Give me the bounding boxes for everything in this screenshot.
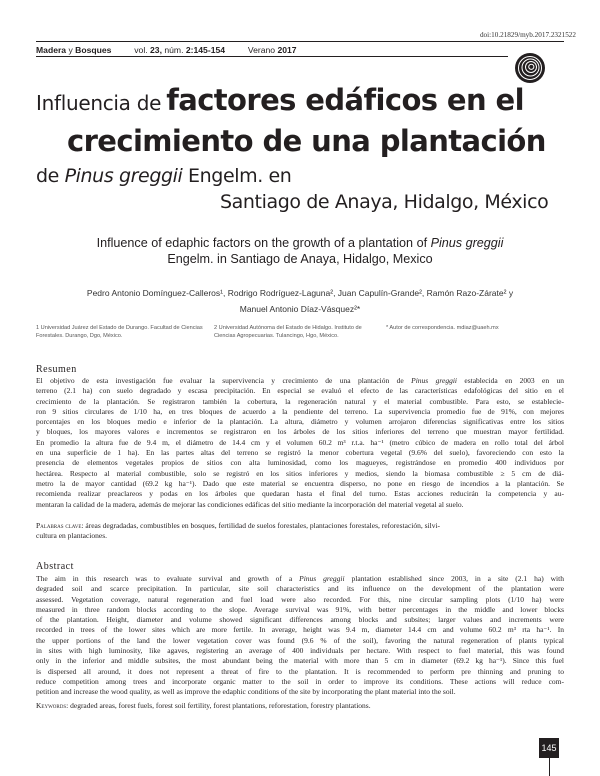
resumen-line: hectárea. Respecto al material combustible, solo se registró en los sitios inferiores y medios, siendo la biomasa combustible ≥ 5 cm de diá- [36, 468, 564, 478]
resumen-keywords-text: áreas degradadas, combustibles en bosques, fertilidad de suelos forestales, plantaciones forestales, reforestación, silvi- [83, 521, 441, 530]
resumen-line: metro la de mayor cantidad (69.2 kg ha⁻¹). Dado que este material se encuentra disperso, no pone en riesgo de incendios a la plantación. Se [36, 478, 564, 488]
vol-label: vol. [134, 45, 148, 55]
abstract-line: assessed. Vegetation coverage, natural regeneration and fuel load were also recorded. For this, nine circular sampling plots (1/10 ha) were [36, 594, 564, 604]
abstract-keywords-text: degraded areas, forest fuels, forest soil fertility, forest plantations, reforestation, forestry plantations. [68, 701, 371, 710]
resumen-line: ron 9 sitios circulares de 1/10 ha, en tres bloques de acuerdo a la pendiente del terreno. La supervivencia promedio fue de 91%, con mejores [36, 406, 564, 416]
resumen-body [36, 376, 564, 510]
resumen-line: En promedio la altura fue de 9.4 m, el diámetro de 14.4 cm y el volumen 60.2 m³ r.t.a. ha⁻¹ (metro cúbico de madera en rollo total del árbol [36, 437, 564, 447]
title-line-1 [36, 83, 524, 117]
header-rule-top [36, 41, 564, 42]
year: 2017 [277, 45, 297, 55]
abstract-line: in sites with high luminosity, like agaves, registering an average of 400 individuals per hectare. With respect to fuel material, this was found [36, 646, 564, 656]
abstract-line: degraded soil and scarce precipitation. In particular, site soil characteristics and its influence on the development of the plantation were [36, 584, 564, 594]
resumen-line: porcentajes en los bloques medio e inferior de la plantación. La altura, diámetro y volumen arrojaron diferencias significativas entre los sitios [36, 417, 564, 427]
abstract-line: The aim in this research was to evaluate survival and growth of a Pinus greggii plantation established since 2003, in a site (2.1 ha) with [36, 574, 564, 583]
english-title-pre: Influence of edaphic factors on the growth of a plantation of [96, 236, 431, 250]
vol-number: 23, [150, 45, 162, 55]
header-rule-bottom [36, 56, 508, 57]
affiliation-2: 2 Universidad Autónoma del Estado de Hidalgo. Instituto de Ciencias Agropecuarias. Tulancingo, Hgo, México. [214, 325, 362, 339]
issue-pages: 2:145-154 [185, 45, 226, 55]
abstract-line: is dispersed all around, it does not represent a threat of fire to the plantation. It is recommended to perform pre thinning and pruning to [36, 666, 564, 676]
num-label: núm. [164, 45, 184, 55]
title-line-3-species: Pinus greggii [64, 165, 183, 187]
journal-name-a: Madera [36, 45, 67, 55]
journal-name-b: y [68, 45, 73, 55]
title-line-2: crecimiento de una plantación [67, 124, 546, 158]
abstract-keywords [36, 701, 564, 711]
resumen-line: crecimiento de la plantación. Se registraron también la cobertura, la regeneración natural y el material combustible. Para esto, se establecie- [36, 396, 564, 406]
english-title-species: Pinus greggii [430, 236, 504, 250]
resumen-keywords [36, 521, 564, 542]
abstract-body [36, 574, 564, 698]
abstract-line: reduce competition among trees and incorporate organic matter to the soil in order to improve its conditions. These actions will reduce com- [36, 676, 564, 686]
page-number-bar [549, 758, 550, 776]
abstract-line: measured in three random blocks according to the slope. Average survival was 91%, with better percentages in the middle and lower blocks [36, 604, 564, 614]
abstract-keywords-label: Keywords: [36, 701, 69, 710]
page-number: 145 [539, 738, 559, 758]
abstract-line: only in the inferior and middle subsites, the most abundant being the material with more than 5 cm in diameter (69.2 kg ha⁻¹). Since this fuel [36, 656, 564, 666]
title-line-3-post: Engelm. en [182, 165, 292, 187]
doi: doi:10.21829/myb.2017.2321522 [479, 31, 576, 39]
affiliation-1: 1 Universidad Juárez del Estado de Durango. Facultad de Ciencias Forestales. Durango, Dgo, México. [36, 325, 203, 339]
title-line-3-pre: de [36, 165, 65, 187]
fingerprint-rings-logo-icon [514, 52, 546, 84]
abstract-heading: Abstract [36, 561, 74, 572]
title-line-1-large: factores edáficos en el [166, 83, 524, 117]
resumen-heading: Resumen [36, 364, 77, 375]
abstract-line: petition and increase the wood quality, as well as improve the edaphic conditions of the site by incorporating the plant material into the soil. [36, 687, 456, 697]
journal-header [36, 45, 297, 55]
abstract-line: the upper portions of the land the lower vegetation cover was found (9.6 % of the soil), favoring the natural regeneration of plants typical [36, 635, 564, 645]
resumen-line: mentaran la calidad de la madera, además de mejorar las condiciones edáficas del sitio mediante la incorporación del material vegetal al suelo. [36, 499, 464, 509]
title-line-4: Santiago de Anaya, Hidalgo, México [220, 191, 549, 213]
resumen-keywords-text-2: cultura en plantaciones. [36, 531, 108, 541]
title-line-3 [36, 165, 291, 187]
resumen-keywords-label: Palabras clave: [36, 521, 84, 530]
authors-line-2: Manuel Antonio Díaz-Vásquez²* [239, 304, 361, 314]
season: Verano [247, 45, 276, 55]
abstract-line: recorded in trees of the lower sites which are more fertile. In average, height was 9.4 m, diameter 14.4 cm and volume 60.2 m³ rta ha⁻¹. In [36, 625, 564, 635]
abstract-line: of the plantation. Height, diameter and volume showed significant differences among blocks and subsites; larger values and increments were [36, 615, 564, 625]
title-line-1-small: Influencia de [36, 91, 162, 115]
resumen-line: presencia de elementos vegetales propios de sitios con alta luminosidad, como los magueyes, registrándose en promedio 400 individuos por [36, 458, 564, 468]
authors-line-1: Pedro Antonio Domínguez-Calleros¹, Rodrigo Rodríguez-Laguna², Juan Capulín-Grande², Ramón Razo-Zárate² y [86, 288, 514, 298]
resumen-line: terreno (2.1 ha) con suelo degradado y escasa precipitación. En especial se evaluó el efecto de las características edafológicas del sitio en el [36, 386, 564, 396]
english-title-line-2: Engelm. in Santiago de Anaya, Hidalgo, Mexico [167, 252, 433, 266]
journal-name-c: Bosques [75, 45, 112, 55]
resumen-line: El objetivo de esta investigación fue evaluar la supervivencia y crecimiento de una plantación de Pinus greggii establecida en 2003 en un [36, 376, 564, 385]
resumen-line: recomienda realizar preaclareos y podas en los árboles que quedaran hasta el final del turno. Estas acciones reducirán la competencia y au- [36, 489, 564, 499]
english-title-line-1 [0, 236, 600, 250]
resumen-line: y bloques, los mayores valores e incrementos se registraron en los árboles de los sitios inferiores del terreno que muestran mayor fertilidad. [36, 427, 564, 437]
resumen-line: en una superficie de 1 ha). En las partes altas del terreno se registró la menor cobertura vegetal (9.6% del suelo), favoreciendo con esto la [36, 448, 564, 458]
corresponding-author: * Autor de correspondencia. mdiaz@uaeh.mx [386, 325, 499, 331]
